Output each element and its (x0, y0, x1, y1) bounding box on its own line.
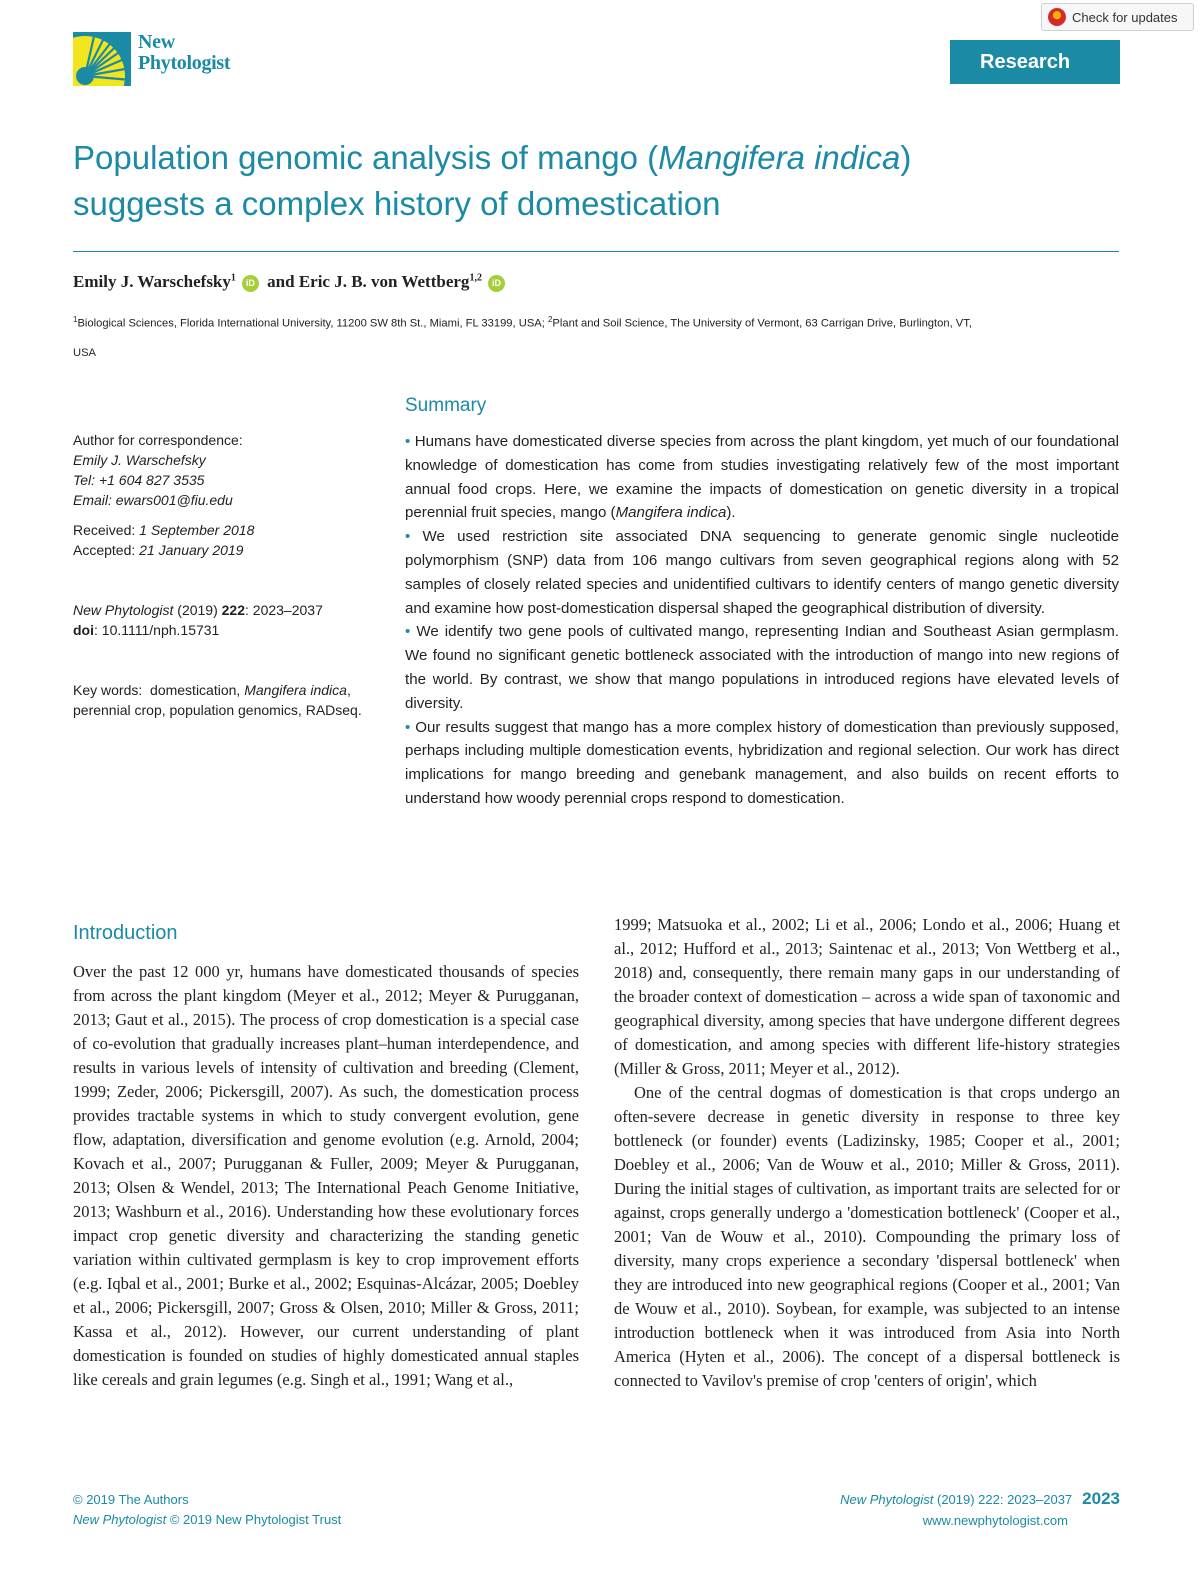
introduction-heading: Introduction (73, 922, 178, 944)
footer-copyright: © 2019 The Authors New Phytologist © 2019 New Phytologist Trust (73, 1492, 342, 1527)
keywords-block: Key words: domestication, Mangifera indica, perennial crop, population genomics, RADseq. (73, 682, 362, 718)
citation-block: New Phytologist (2019) 222: 2023–2037 doi: 10.1111/nph.15731 (73, 602, 323, 638)
author-name[interactable]: Emily J. Warschefsky (73, 272, 231, 291)
journal-url-link[interactable]: www.newphytologist.com (922, 1513, 1068, 1528)
orcid-icon[interactable]: iD (242, 275, 259, 292)
author-list: Emily J. Warschefsky$^1$ iD and Eric J. B. von Wettberg$^{1,2}$ iD (73, 272, 509, 292)
doi-link[interactable]: : 10.1111/nph.15731 (94, 622, 220, 638)
orcid-icon[interactable]: iD (488, 275, 505, 292)
check-for-updates-button[interactable] (1041, 3, 1194, 31)
summary-text: • Humans have domesticated diverse species from across the plant kingdom, yet much of our foundational knowledge of domestication has come from studies investigating relatively few of the most important annual food crops. Here, we examine the impacts of domestication on genetic diversity in a tropical perennial fruit species, mango (Mangifera indica). • We used restriction site associated DNA sequencing to generate genomic single nucleotide polymorphism (SNP) data from 106 mango cultivars from seven geographical regions along with 52 samples of closely related species and unidentified cultivars to identify centers of mango genetic diversity and examine how post-domestication dispersal shaped the geographical distribution of diversity. • We identify two gene pools of cultivated mango, representing Indian and Southeast Asian germplasm. We found no significant genetic bottleneck associated with the introduction of mango into new regions of the world. By contrast, we show that mango populations in introduced regions have elevated levels of diversity. • Our results suggest that mango has a more complex history of domestication than previously supposed, perhaps including multiple domestication events, hybridization and regional selection. Our work has direct implications for mango breeding and genebank management, and also builds on recent efforts to understand how woody perennial crops respond to domestication. (405, 433, 1119, 807)
email-link[interactable]: Email: ewars001@fiu.edu (73, 492, 233, 508)
title-divider (73, 251, 1119, 252)
journal-logo-icon (73, 32, 131, 86)
footer-citation: New Phytologist (2019) 222: 2023–2037 2023 www.newphytologist.com (840, 1488, 1120, 1531)
body-column-left: Over the past 12 000 yr, humans have domesticated thousands of species from across the plant kingdom (Meyer et al., 2012; Meyer & Purugganan, 2013; Gaut et al., 2015). The process of crop domestication is a special case of co-evolution that gradually increases plant–human interdependence, and results in various levels of intensity of cultivation and breeding (Clement, 1999; Zeder, 2006; Pickersgill, 2007). As such, the domestication process provides tractable systems in which to study convergent evolution, gene flow, adaptation, diversification and genome evolution (e.g. Arnold, 2004; Kovach et al., 2007; Purugganan & Fuller, 2009; Meyer & Purugganan, 2013; Olsen & Wendel, 2013; The International Peach Genome Initiative, 2013; Washburn et al., 2016). Understanding how these evolutionary forces impact crop genetic diversity and characterizing the standing genetic variation within cultivated germplasm is key to crop improvement efforts (e.g. Iqbal et al., 2001; Burke et al., 2002; Esquinas-Alcázar, 2005; Doebley et al., 2006; Pickersgill, 2007; Gross & Olsen, 2010; Miller & Gross, 2011; Kassa et al., 2012). However, our current understanding of plant domestication is founded on studies of highly domesticated annual staples like cereals and grain legumes (e.g. Singh et al., 1991; Wang et al., (73, 962, 579, 1389)
crossmark-icon (1048, 8, 1066, 26)
dates-block: Received: 1 September 2018 Accepted: 21 January 2019 (73, 522, 255, 558)
check-for-updates-label: Check for updates (1072, 9, 1178, 25)
correspondence-block: Author for correspondence: Emily J. Warschefsky Tel: +1 604 827 3535 Email: ewars001@fiu.edu (73, 432, 243, 508)
section-label: Research (950, 40, 1120, 84)
page-number: 2023 (1082, 1489, 1120, 1508)
author-name[interactable]: Eric J. B. von Wettberg (298, 272, 470, 291)
summary-heading: Summary (405, 395, 487, 416)
article-title: Population genomic analysis of mango (Mangifera indica) suggests a complex history of domestication (73, 139, 912, 222)
affiliations: $^1$Biological Sciences, Florida International University, 11200 SW 8th St., Miami, FL 33199, USA; $^2$Plant and Soil Science, The University of Vermont, 63 Carrigan Drive, Burlington, VT, USA (73, 315, 972, 359)
journal-name: New Phytologist (138, 31, 231, 74)
body-column-right: 1999; Matsuoka et al., 2002; Li et al., 2006; Londo et al., 2006; Huang et al., 2012; Hufford et al., 2013; Saintenac et al., 2013; Von Wettberg et al., 2018) and, consequently, there remain many gaps in our understanding of the broader context of domestication – across a wide span of taxonomic and geographical diversity, among species that have undergone different degrees of domestication, and among species with different life-history strategies (Miller & Gross, 2011; Meyer et al., 2012). One of the central dogmas of domestication is that crops undergo an often-severe decrease in genetic diversity in response to three key bottleneck (or founder) events (Ladizinsky, 1985; Cooper et al., 2001; Doebley et al., 2006; Van de Wouw et al., 2010; Miller & Gross, 2011). During the initial stages of cultivation, as important traits are selected for or against, crops generally undergo a 'domestication bottleneck' (Cooper et al., 2001; Van de Wouw et al., 2010). Compounding the primary loss of diversity, many crops experience a secondary 'dispersal bottleneck' when they are introduced into new geographical regions (Cooper et al., 2001; Van de Wouw et al., 2010). Soybean, for example, was subjected to an intense introduction bottleneck when it was introduced from Asia into North America (Hyten et al., 2006). The concept of a dispersal bottleneck is connected to Vavilov's premise of crop 'centers of origin', which (614, 915, 1120, 1390)
